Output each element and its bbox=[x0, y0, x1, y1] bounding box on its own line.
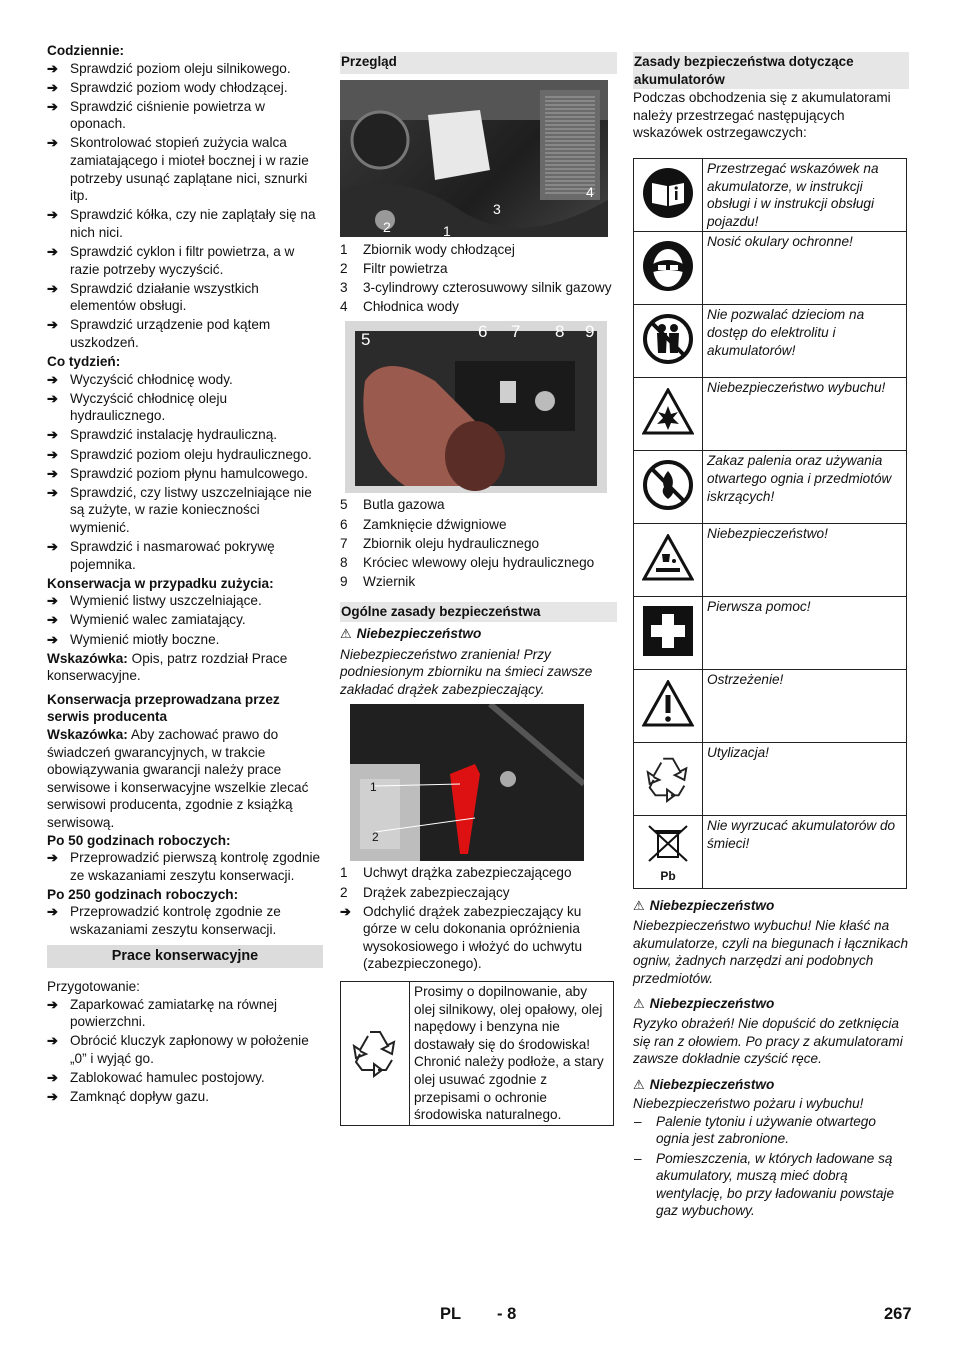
danger-label: ⚠ Niebezpieczeństwo bbox=[340, 626, 482, 642]
danger-3-text: Niebezpieczeństwo pożaru i wybuchu! bbox=[633, 1096, 864, 1112]
list-item: ➔ Wyczyścić chłodnicę wody. bbox=[47, 371, 323, 389]
symbol-row bbox=[634, 378, 907, 451]
h250-heading: Po 250 godzinach roboczych: bbox=[47, 886, 239, 902]
wear-heading: Konserwacja w przypadku zużycia: bbox=[47, 575, 274, 591]
pb-label: Pb bbox=[660, 868, 676, 883]
legend-item bbox=[340, 573, 617, 591]
list-item: ➔ Wymienić miotły boczne. bbox=[47, 631, 323, 649]
column-2 bbox=[340, 52, 617, 1126]
legend-number: 2 bbox=[340, 884, 348, 900]
prep-label: Przygotowanie: bbox=[47, 979, 140, 995]
symbol-text: Przestrzegać wskazówek na akumulatorze, w instrukcji obsługi i w instrukcji obsługi pojazdu! bbox=[703, 158, 907, 231]
recycle-icon bbox=[634, 743, 703, 816]
gas-bottle-photo bbox=[345, 321, 607, 493]
legend-number: 1 bbox=[340, 241, 348, 257]
legend-text: Chłodnica wody bbox=[363, 298, 459, 314]
callout-1b: 1 bbox=[370, 780, 377, 795]
footer-page: - 8 bbox=[497, 1305, 517, 1323]
warning-triangle-icon: ⚠ bbox=[633, 898, 645, 914]
warning-triangle-icon: ⚠ bbox=[340, 626, 352, 642]
callout-4: 4 bbox=[586, 183, 594, 200]
symbol-text: Ostrzeżenie! bbox=[703, 670, 907, 743]
weekly-list bbox=[47, 371, 323, 574]
list-item: ➔ Sprawdzić ciśnienie powietrza w oponach. bbox=[47, 98, 323, 133]
legend-item bbox=[340, 516, 617, 534]
symbol-row bbox=[634, 305, 907, 378]
list-item: ➔ Wymienić walec zamiatający. bbox=[47, 611, 323, 629]
note-2: Wskazówka: Aby zachować prawo do świadczeń gwarancyjnych, w trakcie obowiązywania gwarancji należy prace serwisowe i konserwacyjne wszelkie zlecać serwisowi producenta, zgodnie z książką serwisową. bbox=[47, 726, 309, 830]
list-item: ➔ Sprawdzić poziom płynu hamulcowego. bbox=[47, 465, 323, 483]
symbol-row bbox=[634, 158, 907, 231]
symbol-text: Zakaz palenia oraz używania otwartego ognia i przedmiotów iskrzących! bbox=[703, 451, 907, 524]
danger-1-label: ⚠ Niebezpieczeństwo bbox=[633, 898, 775, 914]
note-1: Wskazówka: Opis, patrz rozdział Prace konserwacyjne. bbox=[47, 650, 288, 684]
wear-list bbox=[47, 592, 323, 648]
legend-1 bbox=[340, 241, 617, 316]
legend-3 bbox=[340, 864, 617, 901]
symbol-text: Pierwsza pomoc! bbox=[703, 597, 907, 670]
callout-7: 7 bbox=[511, 322, 521, 342]
list-item: ➔ Sprawdzić poziom oleju silnikowego. bbox=[47, 60, 323, 78]
symbol-row bbox=[634, 816, 907, 889]
column-1 bbox=[47, 42, 323, 1107]
warning-icon bbox=[634, 670, 703, 743]
overview-heading: Przegląd bbox=[340, 52, 617, 74]
environment-text: Prosimy o dopilnowanie, aby olej silnikowy, olej opałowy, olej napędowy i benzyna nie dostawały się do środowiska! Chronić należy podłoże, a stary olej usuwać zgodnie z przepisami o ochronie środowiska naturalnego. bbox=[410, 981, 614, 1125]
h50-list bbox=[47, 849, 323, 884]
callout-2b: 2 bbox=[372, 830, 379, 845]
symbol-row bbox=[634, 670, 907, 743]
legend-text: Zbiornik oleju hydraulicznego bbox=[363, 535, 540, 551]
general-safety-heading: Ogólne zasady bezpieczeństwa bbox=[340, 602, 617, 622]
first-aid-icon bbox=[634, 597, 703, 670]
list-item: ➔ Wyczyścić chłodnicę oleju hydraulicznego. bbox=[47, 390, 323, 425]
legend-text: Drążek zabezpieczający bbox=[363, 884, 510, 900]
battery-intro: Podczas obchodzenia się z akumulatorami należy przestrzegać następujących wskazówek ostrzegawczych: bbox=[633, 90, 891, 141]
no-fire-icon bbox=[634, 451, 703, 524]
danger-2-text: Ryzyko obrażeń! Nie dopuścić do zetknięcia się ran z ołowiem. Po pracy z akumulatorami zawsze dokładnie czyścić ręce. bbox=[633, 1015, 903, 1067]
h250-list bbox=[47, 903, 323, 938]
symbol-table bbox=[633, 158, 907, 889]
legend-text: Filtr powietrza bbox=[363, 260, 448, 276]
list-item: ➔ Skontrolować stopień zużycia walca zamiatającego i mioteł bocznej i w razie potrzeby usunąć zaplątane nici, sznurki itp. bbox=[47, 134, 323, 204]
symbol-row bbox=[634, 451, 907, 524]
list-item: ➔ Sprawdzić działanie wszystkich elementów obsługi. bbox=[47, 280, 323, 315]
symbol-text: Niebezpieczeństwo! bbox=[703, 524, 907, 597]
safety-bar-drawing bbox=[350, 704, 584, 861]
legend-number: 5 bbox=[340, 497, 348, 513]
no-children-icon bbox=[634, 305, 703, 378]
list-item: ➔ Wymienić listwy uszczelniające. bbox=[47, 592, 323, 610]
legend-item bbox=[340, 260, 617, 278]
danger-2-label: ⚠ Niebezpieczeństwo bbox=[633, 996, 775, 1012]
list-item: ➔ Sprawdzić poziom oleju hydraulicznego. bbox=[47, 446, 323, 464]
list-item: ➔ Sprawdzić urządzenie pod kątem uszkodzeń. bbox=[47, 316, 323, 351]
legend-number: 7 bbox=[340, 535, 348, 551]
h50-heading: Po 50 godzinach roboczych: bbox=[47, 832, 231, 848]
list-item: ➔ Sprawdzić i nasmarować pokrywę pojemnika. bbox=[47, 538, 323, 573]
weekly-heading: Co tydzień: bbox=[47, 354, 121, 370]
danger-3-label: ⚠ Niebezpieczeństwo bbox=[633, 1076, 775, 1092]
legend-item bbox=[340, 864, 617, 882]
maintenance-section-title: Prace konserwacyjne bbox=[47, 945, 323, 969]
service-heading: Konserwacja przeprowadzana przez serwis producenta bbox=[47, 691, 280, 725]
list-item: ➔ Sprawdzić poziom wody chłodzącej. bbox=[47, 79, 323, 97]
danger-3-list bbox=[633, 1113, 909, 1220]
footer-lang: PL bbox=[440, 1305, 462, 1323]
legend-item bbox=[340, 535, 617, 553]
symbol-text: Nie wyrzucać akumulatorów do śmieci! bbox=[703, 816, 907, 889]
list-item: ➔ Obrócić kluczyk zapłonowy w położenie „0” i wyjąć go. bbox=[47, 1032, 323, 1067]
legend-number: 1 bbox=[340, 865, 348, 881]
daily-heading: Codziennie: bbox=[47, 43, 125, 58]
list-item: – Pomieszczenia, w których ładowane są akumulatory, muszą mieć dobrą wentylację, bo przy ładowaniu powstaje gaz wybuchowy. bbox=[633, 1150, 909, 1220]
symbol-row bbox=[634, 524, 907, 597]
legend-number: 2 bbox=[340, 260, 348, 276]
list-item: ➔ Przeprowadzić pierwszą kontrolę zgodnie ze wskazaniami zeszytu konserwacji. bbox=[47, 849, 323, 884]
battery-heading: Zasady bezpieczeństwa dotyczące akumulatorów bbox=[633, 52, 909, 89]
legend-number: 8 bbox=[340, 554, 348, 570]
legend-item bbox=[340, 554, 617, 572]
legend-item bbox=[340, 241, 617, 259]
legend-text: 3-cylindrowy czterosuwowy silnik gazowy bbox=[363, 279, 612, 295]
callout-9: 9 bbox=[585, 322, 595, 342]
legend-text: Króciec wlewowy oleju hydraulicznego bbox=[363, 554, 595, 570]
legend-text: Zbiornik wody chłodzącej bbox=[363, 241, 515, 257]
symbol-row bbox=[634, 597, 907, 670]
daily-list bbox=[47, 60, 323, 352]
list-item: – Palenie tytoniu i używanie otwartego ognia jest zabronione. bbox=[633, 1113, 909, 1148]
legend-number: 6 bbox=[340, 516, 348, 532]
list-item: ➔ Zablokować hamulec postojowy. bbox=[47, 1069, 323, 1087]
recycle-icon bbox=[341, 981, 410, 1125]
legend-text: Wziernik bbox=[363, 573, 416, 589]
environment-box bbox=[340, 981, 614, 1126]
list-item: ➔ Sprawdzić instalację hydrauliczną. bbox=[47, 426, 323, 444]
list-item: ➔ Zaparkować zamiatarkę na równej powierzchni. bbox=[47, 996, 323, 1031]
list-item: ➔ Sprawdzić cyklon i filtr powietrza, a w razie potrzeby wyczyścić. bbox=[47, 243, 323, 278]
danger-1-text: Niebezpieczeństwo wybuchu! Nie kłaść na akumulatorze, czyli na biegunach i łącznikach ogniw, żadnych narzędzi ani podobnych przedmiotów. bbox=[633, 917, 909, 986]
legend-item bbox=[340, 279, 617, 297]
engine-photo-drawing bbox=[340, 80, 608, 237]
legend-item bbox=[340, 496, 617, 514]
legend-number: 9 bbox=[340, 573, 348, 589]
column-3 bbox=[633, 52, 909, 1221]
symbol-text: Utylizacja! bbox=[703, 743, 907, 816]
danger-text: Niebezpieczeństwo zranienia! Przy podniesionym zbiorniku na śmieci zawsze zakładać drążek zabezpieczający. bbox=[340, 646, 593, 697]
legend-text: Uchwyt drążka zabezpieczającego bbox=[363, 865, 572, 881]
callout-5: 5 bbox=[361, 330, 371, 350]
callout-2: 2 bbox=[383, 218, 391, 235]
gas-bottle-drawing bbox=[345, 321, 607, 493]
symbol-row bbox=[634, 743, 907, 816]
warning-triangle-icon: ⚠ bbox=[633, 1076, 645, 1092]
list-item: ➔ Sprawdzić kółka, czy nie zaplątały się na nich nici. bbox=[47, 206, 323, 241]
explosion-icon bbox=[634, 378, 703, 451]
acid-icon bbox=[634, 524, 703, 597]
manual-icon bbox=[634, 158, 703, 231]
goggles-icon bbox=[634, 232, 703, 305]
legend-item bbox=[340, 298, 617, 316]
list-item: ➔ Przeprowadzić kontrolę zgodnie ze wskazaniami zeszytu konserwacji. bbox=[47, 903, 323, 938]
callout-1: 1 bbox=[443, 222, 451, 237]
symbol-text: Nosić okulary ochronne! bbox=[703, 232, 907, 305]
legend-number: 3 bbox=[340, 279, 348, 295]
callout-6: 6 bbox=[478, 322, 488, 342]
engine-photo bbox=[340, 80, 608, 237]
legend-number: 4 bbox=[340, 298, 348, 314]
list-item: ➔ Zamknąć dopływ gazu. bbox=[47, 1088, 323, 1106]
symbol-row bbox=[634, 232, 907, 305]
no-bin-icon bbox=[634, 816, 703, 889]
symbol-text: Nie pozwalać dzieciom na dostęp do elektrolitu i akumulatorów! bbox=[703, 305, 907, 378]
list-item: ➔ Sprawdzić, czy listwy uszczelniające nie są zużyte, w razie konieczności wymienić. bbox=[47, 484, 323, 537]
legend-text: Zamknięcie dźwigniowe bbox=[363, 516, 507, 532]
safety-bar-photo bbox=[350, 704, 584, 861]
action-step: ➔ Odchylić drążek zabezpieczający ku górze w celu dokonania opróżnienia wysokosiowego i włożyć do uchwytu (zabezpieczonego). bbox=[340, 903, 617, 973]
footer-total: 267 bbox=[884, 1305, 912, 1323]
legend-text: Butla gazowa bbox=[363, 497, 445, 513]
warning-triangle-icon: ⚠ bbox=[633, 996, 645, 1012]
legend-2 bbox=[340, 496, 617, 590]
symbol-text: Niebezpieczeństwo wybuchu! bbox=[703, 378, 907, 451]
prep-list bbox=[47, 996, 323, 1106]
callout-3: 3 bbox=[493, 200, 501, 217]
legend-item bbox=[340, 884, 617, 902]
callout-8: 8 bbox=[555, 322, 565, 342]
